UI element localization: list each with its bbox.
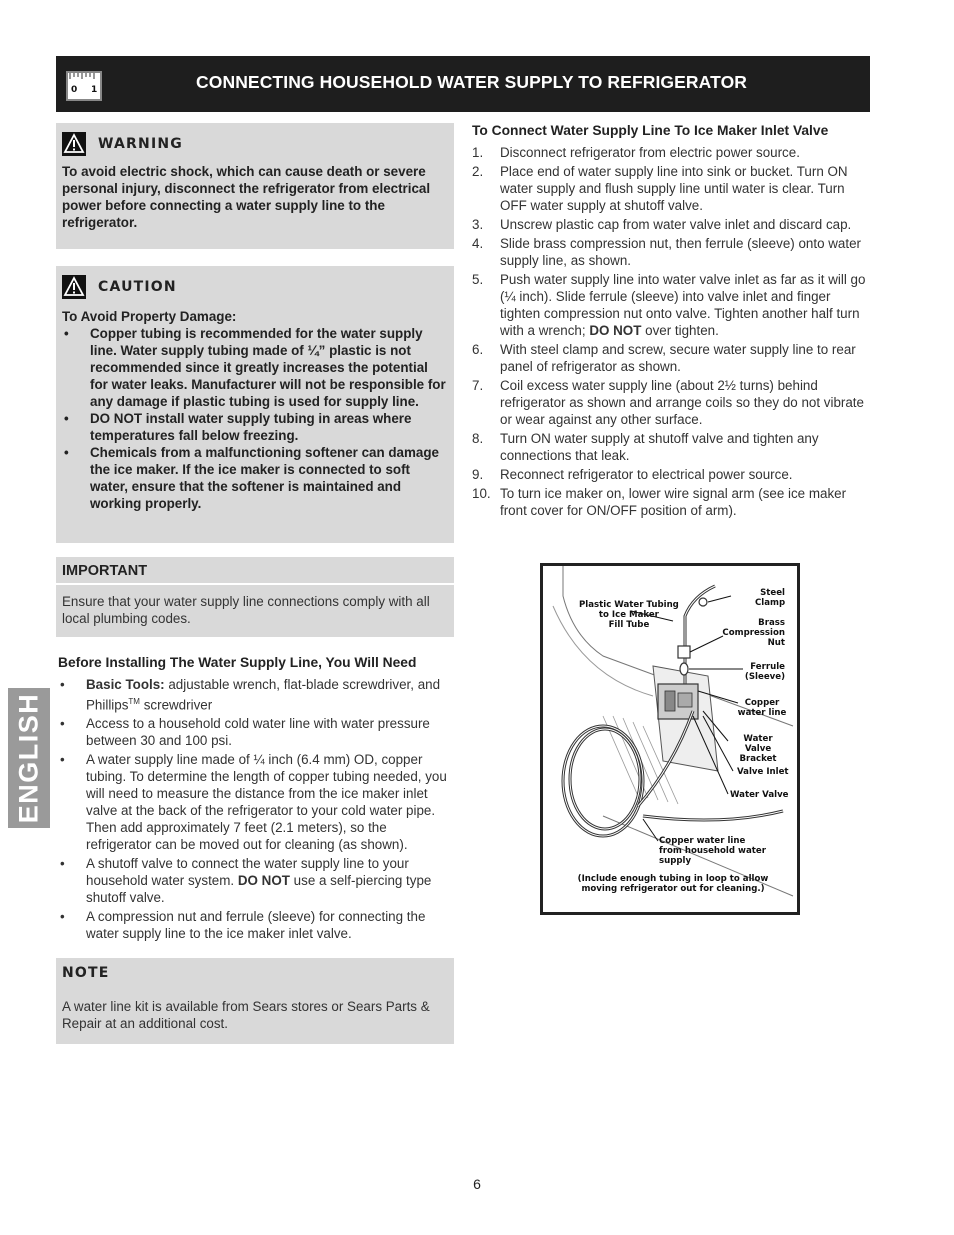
caution-item: • DO NOT install water supply tubing in areas where temperatures fall below freezing.	[62, 410, 448, 444]
ruler-icon	[66, 71, 102, 101]
ruler-mark-1: 1	[91, 85, 98, 95]
tm-mark: TM	[128, 697, 140, 706]
step-item: 6. With steel clamp and screw, secure water supply line to rear panel of refrigerator as shown.	[472, 342, 856, 374]
step-item: 1. Disconnect refrigerator from electric power source.	[472, 145, 800, 160]
label-footnote: (Include enough tubing in loop to allow moving refrigerator out for cleaning.)	[577, 874, 769, 894]
caution-item: • Chemicals from a malfunctioning softener can damage the ice maker. If the ice maker is connected to soft water, ensure that the softener is maintained and working properly.	[62, 444, 448, 512]
caution-title: CAUTION	[98, 279, 177, 295]
step-item: 10. To turn ice maker on, lower wire signal arm (see ice maker front cover for ON/OFF position of arm).	[472, 486, 847, 518]
steps-list	[472, 144, 870, 519]
installation-diagram	[540, 563, 800, 915]
list-item	[56, 855, 454, 906]
language-tab	[8, 688, 50, 828]
tools-text: adjustable wrench, flat-blade screwdriver, and Phillips	[86, 677, 441, 713]
left-column	[56, 123, 454, 1044]
right-column	[472, 123, 870, 521]
tools-tail: screwdriver	[143, 697, 213, 713]
caution-item: • Copper tubing is recommended for the water supply line. Water supply tubing made of ¼” plastic is not recommended since it greatly increases the potential for water leaks. Manufacturer will not be responsible for any damage if plastic tubing is used for supply line.	[62, 325, 448, 410]
list-item: • A water supply line made of ¼ inch (6.4 mm) OD, copper tubing. To determine the length of copper tubing needed, you will need to measure the distance from the ice maker inlet valve at the back of the refrigerator to your cold water pipe. Then add approximately 7 feet (2.1 meters), so the refrigerator can be moved out for cleaning (as shown).	[56, 751, 454, 853]
label-bracket: Water Valve Bracket	[739, 734, 777, 764]
list-item: • Access to a household cold water line with water pressure between 30 and 100 psi.	[56, 715, 454, 749]
page-title: CONNECTING HOUSEHOLD WATER SUPPLY TO REFRIGERATOR	[196, 72, 748, 92]
label-valve-inlet: Valve Inlet	[737, 767, 789, 777]
label-ferrule: Ferrule (Sleeve)	[744, 662, 785, 682]
label-household: Copper water line from household water supply	[659, 836, 766, 866]
step-item: 9. Reconnect refrigerator to electrical power source.	[472, 467, 793, 482]
label-plastic-tubing: Plastic Water Tubing to Ice Maker Fill Tube	[579, 600, 679, 630]
step-item: 2. Place end of water supply line into sink or bucket. Turn ON water supply and flush supply line until water is clear. Turn OFF water supply at shutoff valve.	[472, 164, 848, 213]
step-item: 4. Slide brass compression nut, then ferrule (sleeve) onto water supply line, as shown.	[472, 236, 861, 268]
caution-list	[62, 325, 448, 512]
ruler-mark-0: 0	[71, 85, 78, 95]
warning-icon	[62, 132, 86, 156]
label-brass-nut: Brass Compression Nut	[722, 618, 785, 648]
warning-box	[56, 123, 454, 249]
important-body: Ensure that your water supply line connections comply with all local plumbing codes.	[62, 594, 430, 626]
section-header	[56, 56, 870, 112]
step-item: 3. Unscrew plastic cap from water valve inlet and discard cap.	[472, 217, 852, 232]
steps-heading: To Connect Water Supply Line To Ice Maker Inlet Valve	[472, 123, 829, 138]
note-box	[56, 958, 454, 1044]
before-list	[56, 676, 454, 942]
warning-body: To avoid electric shock, which can cause death or severe personal injury, disconnect the refrigerator from electrical power before connecting a water supply line to the refrigerator.	[62, 164, 431, 230]
before-heading: Before Installing The Water Supply Line, You Will Need	[58, 655, 417, 670]
caution-intro: To Avoid Property Damage:	[62, 309, 237, 324]
note-body: A water line kit is available from Sears stores or Sears Parts & Repair at an additional cost.	[62, 999, 430, 1032]
list-item: • A compression nut and ferrule (sleeve) for connecting the water supply line to the ice maker inlet valve.	[56, 908, 454, 942]
tools-label: Basic Tools:	[86, 677, 165, 692]
page-number: 6	[473, 1176, 481, 1192]
label-steel-clamp: Steel Clamp	[755, 588, 786, 608]
note-title: NOTE	[62, 965, 110, 982]
shutoff-bold: DO NOT	[237, 873, 290, 889]
step-item: 8. Turn ON water supply at shutoff valve and tighten any connections that leak.	[472, 431, 819, 463]
label-copper-line: Copper water line	[737, 698, 787, 718]
important-box	[56, 557, 454, 637]
caution-box	[56, 266, 454, 543]
step-item: 7. Coil excess water supply line (about 2½ turns) behind refrigerator as shown and arrange coils so they do not vibrate or wear against any other surface.	[472, 378, 864, 427]
language-tab-label: ENGLISH	[13, 692, 44, 824]
warning-title: WARNING	[98, 136, 183, 152]
important-title: IMPORTANT	[56, 557, 454, 585]
caution-icon	[62, 275, 86, 299]
step-item: 5. Push water supply line into water valve inlet as far as it will go (¼ inch). Slide ferrule (sleeve) into valve inlet and finger tighten compression nut onto valve. Tighten another half turn with a wrench; DO NOT over tighten.	[472, 272, 866, 338]
shutoff-tail: use a self-piercing type shutoff valve.	[86, 873, 432, 906]
shutoff-text: A shutoff valve to connect the water supply line to your household water system.	[86, 856, 409, 889]
label-water-valve: Water Valve	[730, 790, 789, 800]
list-item	[56, 676, 454, 713]
